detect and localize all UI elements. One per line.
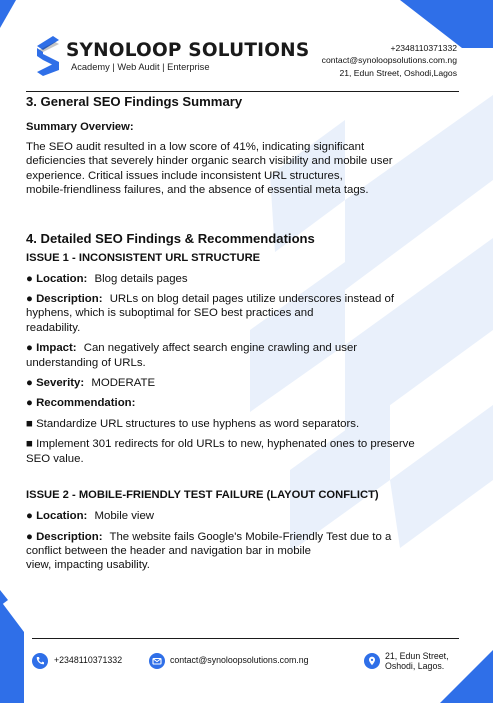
issue1-recommendation [26,396,466,410]
severity-value: MODERATE [91,377,156,390]
footer-email: contact@synoloopsolutions.com.ng [170,655,309,665]
summary-line: deficiencies that severely hinder organic search visibility and mobile user [26,155,393,168]
footer-address [385,651,449,671]
issue1-location [26,272,466,286]
header-address: 21, Edun Street, Oshodi,Lagos [339,67,457,78]
issue2-description [26,530,466,573]
description-label: Description: [36,530,103,543]
issue2-title: ISSUE 2 - MOBILE-FRIENDLY TEST FAILURE (LAYOUT CONFLICT) [26,489,379,502]
summary-line: The SEO audit resulted in a low score of 41%, indicating significant [26,141,365,153]
corner-bottom-left [0,600,24,703]
description-line: URLs on blog detail pages utilize underscores instead of [109,293,394,306]
mail-icon [149,653,165,669]
summary-overview-heading: Summary Overview: [26,121,134,133]
phone-icon [32,653,48,669]
corner-top-left [0,0,16,28]
corner-bottom-left-tip [0,590,8,606]
issue1-impact [26,341,466,370]
footer-address-line: 21, Edun Street, [385,651,449,661]
summary-paragraph [26,140,466,198]
summary-line: experience. Critical issues include inconsistent URL structures, [26,169,343,182]
bullet-icon: ● [26,272,33,285]
brand-tagline: Academy | Web Audit | Enterprise [71,62,210,72]
description-line: readability. [26,321,81,334]
bullet-icon: ● [26,377,33,390]
issue1-title: ISSUE 1 - INCONSISTENT URL STRUCTURE [26,251,261,264]
header-phone: +2348110371332 [390,43,457,53]
location-value: Blog details pages [94,272,188,285]
footer-phone: +2348110371332 [54,655,123,665]
recommendation-text: SEO value. [26,452,84,465]
recommendation-text: Implement 301 redirects for old URLs to new, hyphenated ones to preserve [36,438,415,451]
issue2-location [26,509,466,523]
corner-top-right [400,0,493,48]
bullet-icon: ● [26,397,33,410]
bullet-icon: ● [26,530,33,543]
header-contact [322,42,457,79]
footer-divider [32,638,459,639]
severity-label: Severity: [36,377,85,390]
recommendation-item [26,417,466,431]
section4-title: 4. Detailed SEO Findings & Recommendations [26,230,315,246]
issue1-severity [26,376,466,390]
header-email: contact@synoloopsolutions.com.ng [321,55,457,66]
description-line: hyphens, which is suboptimal for SEO best practices and [26,307,314,320]
main-content [26,94,466,573]
description-label: Description: [36,293,103,306]
recommendation-label: Recommendation: [36,397,136,410]
square-bullet-icon: ■ [26,438,33,451]
description-line: view, impacting usability. [26,559,150,572]
recommendation-item [26,437,466,466]
impact-line: Can negatively affect search engine crawling and user [83,342,358,355]
description-line: conflict between the header and navigation bar in mobile [26,544,311,557]
location-value: Mobile view [94,510,155,523]
section3-title: 3. General SEO Findings Summary [26,94,243,109]
logo-s-mark [33,34,63,78]
header-divider [26,91,459,92]
issue1-description [26,292,466,335]
location-label: Location: [36,510,88,523]
bullet-icon: ● [26,342,33,355]
impact-label: Impact: [36,342,77,355]
recommendation-text: Standardize URL structures to use hyphens as word separators. [36,417,360,430]
brand-name: SYNOLOOP SOLUTIONS [66,40,310,61]
description-line: The website fails Google's Mobile-Friendly Test due to a [109,530,392,543]
summary-line: mobile-friendliness failures, and the absence of essential meta tags. [26,184,369,197]
footer-address-line: Oshodi, Lagos. [385,661,445,671]
impact-line: understanding of URLs. [26,356,146,369]
bullet-icon: ● [26,293,33,306]
location-label: Location: [36,272,88,285]
bullet-icon: ● [26,510,33,523]
square-bullet-icon: ■ [26,417,33,430]
location-pin-icon [364,653,380,669]
